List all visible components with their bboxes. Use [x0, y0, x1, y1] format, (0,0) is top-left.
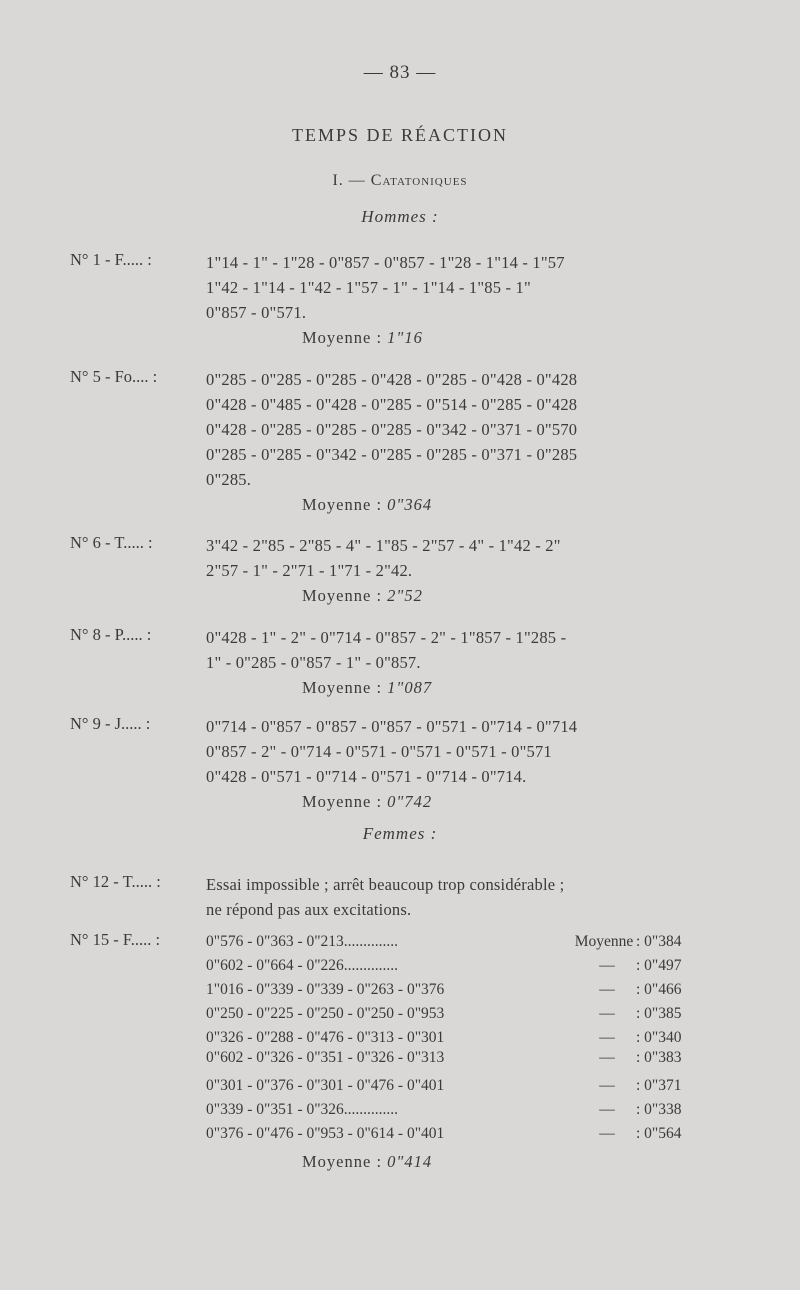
moyenne-label: Moyenne :	[302, 328, 383, 347]
section-heading: I. — Catatoniques	[332, 172, 468, 189]
text-line: Essai impossible ; arrêt beaucoup trop considérable ;	[206, 875, 565, 894]
row-values: 0"250 - 0"225 - 0"250 - 0"250 - 0"953	[206, 1005, 445, 1022]
row-values: 0"339 - 0"351 - 0"326..............	[206, 1101, 399, 1118]
data-line: 1"42 - 1"14 - 1"42 - 1"57 - 1" - 1"14 - 1"85 - 1"	[206, 278, 531, 297]
row-values: 0"602 - 0"664 - 0"226..............	[206, 957, 399, 974]
row-values: 0"301 - 0"376 - 0"301 - 0"476 - 0"401	[206, 1077, 445, 1094]
row-result: : 0"340	[636, 1029, 682, 1046]
moyenne-line	[206, 325, 716, 350]
row-values: 0"326 - 0"288 - 0"476 - 0"313 - 0"301	[206, 1029, 445, 1046]
data-line: 0"428 - 0"485 - 0"428 - 0"285 - 0"514 - 0"285 - 0"428	[206, 395, 578, 414]
data-line: 1" - 0"285 - 0"857 - 1" - 0"857.	[206, 653, 421, 672]
entry-label: N° 9 - J..... :	[70, 714, 151, 733]
data-line: 0"714 - 0"857 - 0"857 - 0"857 - 0"571 - 0"714 - 0"714	[206, 717, 578, 736]
row-separator: —	[599, 1101, 615, 1118]
moyenne-value: 0"414	[387, 1152, 433, 1171]
moyenne-value: 0"742	[387, 792, 433, 811]
row-values: 0"376 - 0"476 - 0"953 - 0"614 - 0"401	[206, 1125, 445, 1142]
row-separator: —	[599, 1077, 615, 1094]
page-title: TEMPS DE RÉACTION	[291, 125, 508, 145]
moyenne-line	[206, 675, 716, 700]
row-result: : 0"466	[636, 981, 682, 998]
moyenne-line	[206, 492, 716, 517]
row-result: : 0"385	[636, 1005, 682, 1022]
moyenne-label: Moyenne :	[302, 792, 383, 811]
data-line: 0"428 - 1" - 2" - 0"714 - 0"857 - 2" - 1"857 - 1"285 -	[206, 628, 567, 647]
data-line: 0"857 - 2" - 0"714 - 0"571 - 0"571 - 0"571 - 0"571	[206, 742, 552, 761]
moyenne-label: Moyenne :	[302, 1152, 383, 1171]
row-separator: —	[599, 1125, 615, 1142]
data-line: 2"57 - 1" - 2"71 - 1"71 - 2"42.	[206, 561, 413, 580]
row-result: : 0"338	[636, 1101, 682, 1118]
row-values: 0"602 - 0"326 - 0"351 - 0"326 - 0"313	[206, 1049, 445, 1066]
moyenne-line	[302, 1152, 432, 1172]
row-result: : 0"384	[636, 933, 682, 950]
entry-label: N° 12 - T..... :	[70, 872, 161, 891]
entry-label: N° 1 - F..... :	[70, 250, 152, 269]
row-values: 1"016 - 0"339 - 0"339 - 0"263 - 0"376	[206, 981, 445, 998]
data-line: 0"857 - 0"571.	[206, 303, 307, 322]
entry-label: N° 5 - Fo.... :	[70, 367, 158, 386]
subheading-femmes: Femmes :	[362, 824, 438, 843]
row-separator: —	[599, 1005, 615, 1022]
row-separator: —	[599, 957, 615, 974]
data-line: 0"428 - 0"285 - 0"285 - 0"285 - 0"342 - 0"371 - 0"570	[206, 420, 578, 439]
moyenne-value: 1"087	[387, 678, 433, 697]
page-number: — 83 —	[363, 62, 437, 83]
row-result: : 0"497	[636, 957, 682, 974]
data-line: 0"428 - 0"571 - 0"714 - 0"571 - 0"714 - 0"714.	[206, 767, 527, 786]
entry-label-n15: N° 15 - F..... :	[70, 930, 161, 949]
row-result: : 0"564	[636, 1125, 682, 1142]
moyenne-line	[206, 789, 716, 814]
moyenne-value: 0"364	[387, 495, 433, 514]
row-separator: —	[599, 1049, 615, 1066]
moyenne-value: 1"16	[387, 328, 423, 347]
data-line: 3"42 - 2"85 - 2"85 - 4" - 1"85 - 2"57 - 4" - 1"42 - 2"	[206, 536, 561, 555]
row-result: : 0"371	[636, 1077, 682, 1094]
data-line: 1"14 - 1" - 1"28 - 0"857 - 0"857 - 1"28 - 1"14 - 1"57	[206, 253, 565, 272]
data-line: 0"285 - 0"285 - 0"342 - 0"285 - 0"285 - 0"371 - 0"285	[206, 445, 578, 464]
entry-label: N° 6 - T..... :	[70, 533, 153, 552]
subheading-hommes: Hommes :	[361, 207, 439, 226]
moyenne-label: Moyenne :	[302, 678, 383, 697]
moyenne-label: Moyenne :	[302, 495, 383, 514]
row-result: : 0"383	[636, 1049, 682, 1066]
row-separator: Moyenne	[574, 933, 634, 950]
row-separator: —	[599, 981, 615, 998]
text-line: ne répond pas aux excitations.	[206, 900, 412, 919]
row-values: 0"576 - 0"363 - 0"213..............	[206, 933, 399, 950]
moyenne-label: Moyenne :	[302, 586, 383, 605]
data-line: 0"285 - 0"285 - 0"285 - 0"428 - 0"285 - 0"428 - 0"428	[206, 370, 578, 389]
moyenne-value: 2"52	[387, 586, 423, 605]
moyenne-line	[206, 583, 716, 608]
entry-label: N° 8 - P..... :	[70, 625, 152, 644]
data-line: 0"285.	[206, 470, 252, 489]
row-separator: —	[599, 1029, 615, 1046]
